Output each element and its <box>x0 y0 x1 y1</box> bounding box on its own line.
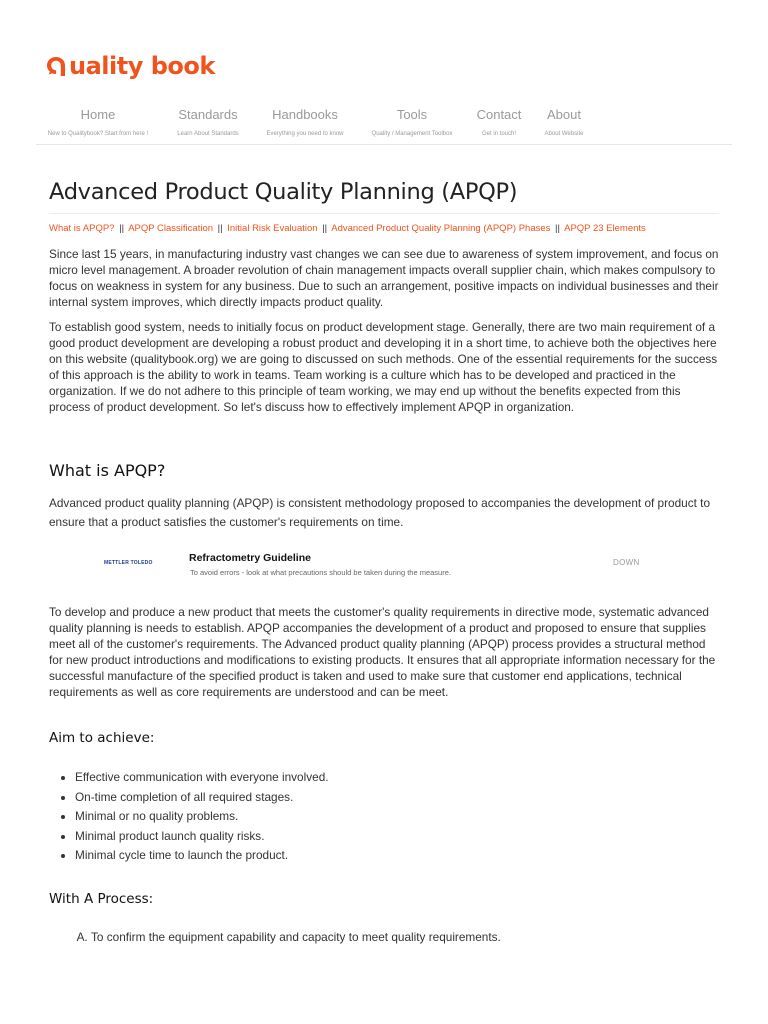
aim-list <box>49 768 719 866</box>
toc-link-apqp-classification[interactable]: APQP Classification <box>128 223 214 234</box>
nav-label: About <box>547 107 581 122</box>
site-logo[interactable] <box>45 54 215 78</box>
nav-sublabel: Learn About Standards <box>177 131 239 137</box>
nav-sublabel: About Website <box>544 131 584 137</box>
nav-label: Tools <box>396 107 428 122</box>
ad-download-button[interactable]: DOWN <box>613 558 640 567</box>
list-item: • Effective communication with everyone involved. <box>75 768 719 788</box>
nav-item-tools[interactable] <box>362 100 462 138</box>
toc-link-what-is-apqp[interactable]: What is APQP? <box>49 223 115 234</box>
page-title: Advanced Product Quality Planning (APQP) <box>49 176 719 214</box>
q-logo-icon <box>45 55 67 77</box>
nav-label: Standards <box>178 107 238 122</box>
nav-sublabel: Quality / Management Toolbox <box>371 131 453 137</box>
toc-separator: || <box>322 223 328 234</box>
list-item: • Minimal product launch quality risks. <box>75 827 719 847</box>
process-list <box>49 929 719 945</box>
list-item: • Minimal cycle time to launch the product. <box>75 846 719 866</box>
ad-banner[interactable] <box>49 546 719 592</box>
nav-label: Handbooks <box>272 107 338 122</box>
nav-sublabel: Everything you need to know <box>266 131 344 137</box>
nav-label: Contact <box>476 107 522 122</box>
ad-brand-logo: METTLER TOLEDO <box>104 560 153 566</box>
section-heading-aim: Aim to achieve: <box>49 730 155 746</box>
nav-item-home[interactable] <box>42 100 154 138</box>
toc-link-apqp-phases[interactable]: Advanced Product Quality Planning (APQP) Phases <box>331 223 551 234</box>
article-content <box>49 176 719 945</box>
site-logo-text: uality book <box>69 52 215 80</box>
list-item: A. To confirm the equipment capability and capacity to meet quality requirements. <box>91 929 719 945</box>
section-heading-process: With A Process: <box>49 890 154 907</box>
ad-title[interactable]: Refractometry Guideline <box>189 552 311 564</box>
nav-label: Home <box>80 107 116 122</box>
list-item: • On-time completion of all required stages. <box>75 788 719 808</box>
nav-item-contact[interactable] <box>472 100 526 138</box>
nav-item-about[interactable] <box>538 100 590 138</box>
intro-paragraph-1: Since last 15 years, in manufacturing industry vast changes we can see due to awareness of system improvement, and focus on micro level management. A broader revolution of chain management impacts overall supplier chain, which makes compulsory to focus on weakness in system for any business. Due to such an arrangement, positive impacts on individual businesses and their internal system improves, which directly impacts product quality. <box>49 247 719 309</box>
what-is-apqp-paragraph: Advanced product quality planning (APQP) is consistent methodology proposed to accompanies the development of product to ensure that a product satisfies the customer's requirements on time. <box>49 496 711 529</box>
list-item: • Minimal or no quality problems. <box>75 807 719 827</box>
toc-separator: || <box>555 223 560 234</box>
ad-description: To avoid errors - look at what precautions should be taken during the measure. <box>190 568 451 577</box>
develop-paragraph: To develop and produce a new product that meets the customer's quality requirements in directive mode, systematic advanced quality planning is needs to establish. APQP accompanies the development of a product and proposed to ensure that supplies meet all of the customer's requirements. The Advanced product quality planning (APQP) process provides a structural method for new product introductions and modifications to existing products. It ensures that all appropriate information necessary for the successful manufacture of the specified product is taken and used to make sure that customer end applications, technical requirements as well as core requirements are understood and can be meet. <box>49 605 716 699</box>
toc-link-initial-risk-evaluation[interactable]: Initial Risk Evaluation <box>227 223 318 234</box>
table-of-contents <box>49 222 719 235</box>
toc-separator: || <box>119 223 125 234</box>
main-navigation <box>36 100 732 145</box>
nav-item-handbooks[interactable] <box>258 100 352 138</box>
nav-sublabel: New to Qualitybook? Start from here ! <box>47 131 149 137</box>
intro-paragraph-2: To establish good system, needs to initially focus on product development stage. Generally, there are two main requirement of a good product development are developing a robust product and developing it in a short time, to achieve both the objectives here on this website (qualitybook.org) we are going to discussed on such methods. One of the essential requirements for the success of this approach is the ability to work in teams. Team working is a culture which has to be developed and practiced in the organization. If we do not adhere to this principle of team working, we may end up without the benefits expected from this process of product development. So let's discuss how to effectively implement APQP in organization. <box>49 320 718 414</box>
toc-separator: || <box>217 223 223 234</box>
section-heading-what-is-apqp: What is APQP? <box>49 461 166 480</box>
nav-item-standards[interactable] <box>168 100 248 138</box>
site-header <box>0 0 768 150</box>
toc-link-apqp-23-elements[interactable]: APQP 23 Elements <box>564 223 646 234</box>
nav-sublabel: Get in touch! <box>481 131 517 137</box>
